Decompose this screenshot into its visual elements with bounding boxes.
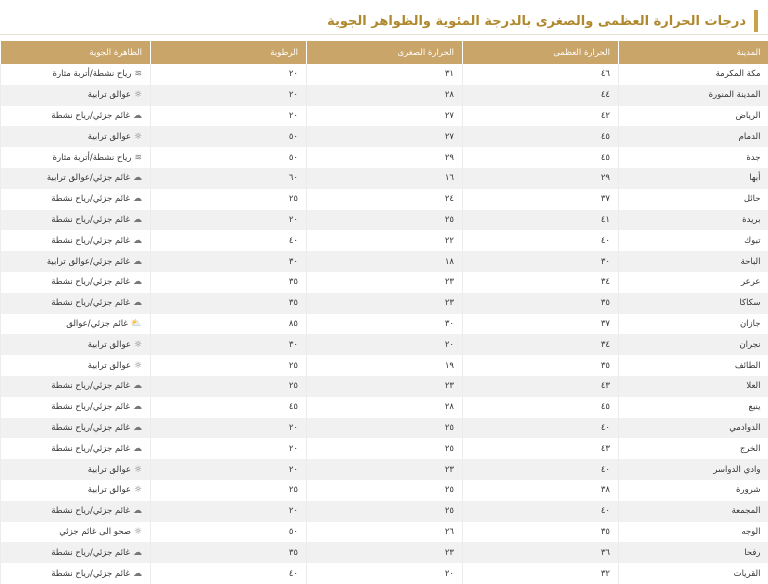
haze-sun-icon: ☼ — [134, 340, 142, 350]
humidity-cell: ٥٠ — [151, 522, 307, 543]
condition-cell — [1, 85, 151, 106]
min-temp-cell: ٢٩ — [307, 147, 463, 168]
condition-text: عوالق ترابية — [88, 485, 131, 495]
humidity-cell: ٢٠ — [151, 64, 307, 85]
city-cell: العلا — [619, 376, 768, 397]
city-cell: المدينة المنورة — [619, 85, 768, 106]
city-cell: نجران — [619, 334, 768, 355]
max-temp-cell: ٤٠ — [463, 501, 619, 522]
condition-text: غائم جزئي/رياح نشطة — [51, 548, 130, 558]
page-header — [0, 8, 758, 34]
city-cell: جدة — [619, 147, 768, 168]
max-temp-cell: ٣٥ — [463, 355, 619, 376]
page-title: درجات الحرارة العظمى والصغرى بالدرجة المئوية والظواهر الجوية — [327, 14, 746, 29]
city-cell: الباحة — [619, 251, 768, 272]
min-temp-cell: ٢٥ — [307, 438, 463, 459]
humidity-cell: ٢٠ — [151, 85, 307, 106]
condition-cell — [1, 230, 151, 251]
dust-wind-icon: ≋ — [134, 69, 142, 79]
city-cell: تبوك — [619, 230, 768, 251]
haze-sun-icon: ☼ — [134, 90, 142, 100]
table-row — [1, 251, 768, 272]
max-temp-cell: ٣٨ — [463, 480, 619, 501]
condition-cell — [1, 459, 151, 480]
table-row — [1, 501, 768, 522]
max-temp-cell: ٤٠ — [463, 459, 619, 480]
max-temp-cell: ٢٩ — [463, 168, 619, 189]
city-cell: الدمام — [619, 126, 768, 147]
condition-cell — [1, 334, 151, 355]
max-temp-cell: ٣٠ — [463, 251, 619, 272]
city-cell: سكاكا — [619, 293, 768, 314]
table-row — [1, 459, 768, 480]
min-temp-cell: ٢٨ — [307, 397, 463, 418]
table-row — [1, 272, 768, 293]
condition-text: غائم جزئي/رياح نشطة — [51, 402, 130, 412]
condition-text: عوالق ترابية — [88, 132, 131, 142]
condition-cell — [1, 147, 151, 168]
condition-text: غائم جزئي/رياح نشطة — [51, 298, 130, 308]
condition-text: غائم جزئي/رياح نشطة — [51, 215, 130, 225]
cloud-sun-icon: ⛅ — [131, 319, 142, 329]
condition-text: غائم جزئي/رياح نشطة — [51, 111, 130, 121]
humidity-cell: ٤٠ — [151, 563, 307, 584]
city-cell: شرورة — [619, 480, 768, 501]
min-temp-cell: ٢٧ — [307, 106, 463, 127]
max-temp-cell: ٣٥ — [463, 293, 619, 314]
weather-table — [0, 41, 768, 584]
cloud-wind-icon: ☁ — [133, 111, 142, 121]
city-cell: حائل — [619, 189, 768, 210]
table-row — [1, 126, 768, 147]
condition-cell — [1, 314, 151, 335]
condition-cell — [1, 168, 151, 189]
max-temp-cell: ٤٥ — [463, 126, 619, 147]
max-temp-cell: ٣٢ — [463, 563, 619, 584]
humidity-cell: ٣٥ — [151, 293, 307, 314]
min-temp-cell: ٢٦ — [307, 522, 463, 543]
condition-cell — [1, 189, 151, 210]
max-temp-cell: ٤٥ — [463, 147, 619, 168]
min-temp-cell: ٢٣ — [307, 272, 463, 293]
max-temp-cell: ٤٤ — [463, 85, 619, 106]
min-temp-cell: ٢٠ — [307, 334, 463, 355]
dust-wind-icon: ≋ — [134, 153, 142, 163]
table-row — [1, 106, 768, 127]
condition-text: غائم جزئي/رياح نشطة — [51, 194, 130, 204]
condition-text: غائم جزئي/عوالق — [66, 319, 128, 329]
condition-cell — [1, 563, 151, 584]
table-row — [1, 293, 768, 314]
min-temp-cell: ٢٧ — [307, 126, 463, 147]
humidity-cell: ٣٥ — [151, 272, 307, 293]
city-cell: الرياض — [619, 106, 768, 127]
city-cell: الدوادمي — [619, 418, 768, 439]
city-cell: الخرج — [619, 438, 768, 459]
humidity-cell: ٦٠ — [151, 168, 307, 189]
humidity-cell: ٢٠ — [151, 438, 307, 459]
table-row — [1, 355, 768, 376]
condition-cell — [1, 501, 151, 522]
condition-text: غائم جزئي/عوالق ترابية — [47, 257, 130, 267]
column-header-condition: الظاهرة الجوية — [1, 41, 151, 64]
cloud-haze-icon: ☁ — [133, 257, 142, 267]
min-temp-cell: ٢٣ — [307, 459, 463, 480]
humidity-cell: ٣٥ — [151, 542, 307, 563]
min-temp-cell: ٢٥ — [307, 501, 463, 522]
table-row — [1, 522, 768, 543]
min-temp-cell: ٢٣ — [307, 376, 463, 397]
max-temp-cell: ٣٥ — [463, 522, 619, 543]
condition-text: غائم جزئي/رياح نشطة — [51, 381, 130, 391]
condition-cell — [1, 126, 151, 147]
condition-cell — [1, 106, 151, 127]
min-temp-cell: ٢٢ — [307, 230, 463, 251]
city-cell: رفحا — [619, 542, 768, 563]
city-cell: عرعر — [619, 272, 768, 293]
table-row — [1, 376, 768, 397]
min-temp-cell: ٢٥ — [307, 210, 463, 231]
max-temp-cell: ٤٥ — [463, 397, 619, 418]
humidity-cell: ٤٠ — [151, 230, 307, 251]
condition-text: عوالق ترابية — [88, 90, 131, 100]
max-temp-cell: ٤٠ — [463, 230, 619, 251]
min-temp-cell: ٢٥ — [307, 418, 463, 439]
table-row — [1, 418, 768, 439]
max-temp-cell: ٤٣ — [463, 438, 619, 459]
min-temp-cell: ١٦ — [307, 168, 463, 189]
condition-text: غائم جزئي/رياح نشطة — [51, 277, 130, 287]
min-temp-cell: ٣١ — [307, 64, 463, 85]
cloud-wind-icon: ☁ — [133, 236, 142, 246]
table-row — [1, 147, 768, 168]
max-temp-cell: ٣٧ — [463, 189, 619, 210]
haze-sun-icon: ☼ — [134, 465, 142, 475]
condition-text: عوالق ترابية — [88, 340, 131, 350]
condition-text: صحو الى غائم جزئي — [59, 527, 131, 537]
cloud-wind-icon: ☁ — [133, 277, 142, 287]
cloud-wind-icon: ☁ — [133, 548, 142, 558]
humidity-cell: ٢٠ — [151, 106, 307, 127]
table-row — [1, 64, 768, 85]
condition-text: غائم جزئي/رياح نشطة — [51, 423, 130, 433]
max-temp-cell: ٤٣ — [463, 376, 619, 397]
sun-cloud-icon: ☼ — [134, 527, 142, 537]
condition-cell — [1, 397, 151, 418]
min-temp-cell: ٢٥ — [307, 480, 463, 501]
city-cell: جازان — [619, 314, 768, 335]
cloud-wind-icon: ☁ — [133, 215, 142, 225]
table-row — [1, 210, 768, 231]
humidity-cell: ٨٥ — [151, 314, 307, 335]
condition-cell — [1, 272, 151, 293]
humidity-cell: ٢٥ — [151, 355, 307, 376]
condition-text: غائم جزئي/رياح نشطة — [51, 506, 130, 516]
condition-text: غائم جزئي/رياح نشطة — [51, 236, 130, 246]
haze-sun-icon: ☼ — [134, 132, 142, 142]
humidity-cell: ٤٥ — [151, 397, 307, 418]
table-row — [1, 314, 768, 335]
condition-cell — [1, 210, 151, 231]
condition-cell — [1, 376, 151, 397]
min-temp-cell: ٢٣ — [307, 293, 463, 314]
humidity-cell: ٣٠ — [151, 251, 307, 272]
condition-text: عوالق ترابية — [88, 465, 131, 475]
cloud-wind-icon: ☁ — [133, 423, 142, 433]
humidity-cell: ٢٠ — [151, 501, 307, 522]
condition-cell — [1, 355, 151, 376]
table-row — [1, 563, 768, 584]
city-cell: ينبع — [619, 397, 768, 418]
title-divider — [0, 34, 768, 35]
haze-sun-icon: ☼ — [134, 361, 142, 371]
city-cell: الطائف — [619, 355, 768, 376]
min-temp-cell: ٢٨ — [307, 85, 463, 106]
city-cell: وادي الدواسر — [619, 459, 768, 480]
column-header-city: المدينة — [619, 41, 768, 64]
title-accent-bar — [754, 10, 758, 32]
condition-text: عوالق ترابية — [88, 361, 131, 371]
max-temp-cell: ٤٠ — [463, 418, 619, 439]
condition-cell — [1, 480, 151, 501]
min-temp-cell: ٢٠ — [307, 563, 463, 584]
condition-text: غائم جزئي/عوالق ترابية — [47, 173, 130, 183]
min-temp-cell: ٣٠ — [307, 314, 463, 335]
cloud-wind-icon: ☁ — [133, 402, 142, 412]
cloud-wind-icon: ☁ — [133, 298, 142, 308]
city-cell: مكة المكرمة — [619, 64, 768, 85]
city-cell: القريات — [619, 563, 768, 584]
humidity-cell: ٥٠ — [151, 126, 307, 147]
table-row — [1, 189, 768, 210]
column-header-humidity: الرطوبة — [151, 41, 307, 64]
city-cell: أبها — [619, 168, 768, 189]
min-temp-cell: ٢٤ — [307, 189, 463, 210]
condition-cell — [1, 418, 151, 439]
cloud-wind-icon: ☁ — [133, 381, 142, 391]
min-temp-cell: ١٩ — [307, 355, 463, 376]
haze-sun-icon: ☼ — [134, 485, 142, 495]
table-row — [1, 438, 768, 459]
condition-cell — [1, 64, 151, 85]
min-temp-cell: ٢٣ — [307, 542, 463, 563]
city-cell: المجمعة — [619, 501, 768, 522]
max-temp-cell: ٣٦ — [463, 542, 619, 563]
humidity-cell: ٥٠ — [151, 147, 307, 168]
city-cell: بريدة — [619, 210, 768, 231]
table-row — [1, 397, 768, 418]
condition-cell — [1, 542, 151, 563]
cloud-wind-icon: ☁ — [133, 569, 142, 579]
condition-cell — [1, 438, 151, 459]
condition-cell — [1, 293, 151, 314]
cloud-wind-icon: ☁ — [133, 444, 142, 454]
condition-text: رياح نشطة/أتربة مثارة — [53, 153, 132, 163]
humidity-cell: ٢٥ — [151, 376, 307, 397]
table-row — [1, 480, 768, 501]
cloud-haze-icon: ☁ — [133, 173, 142, 183]
cloud-wind-icon: ☁ — [133, 506, 142, 516]
max-temp-cell: ٤٢ — [463, 106, 619, 127]
column-header-min-temp: الحرارة الصغرى — [307, 41, 463, 64]
column-header-max-temp: الحرارة العظمى — [463, 41, 619, 64]
table-row — [1, 230, 768, 251]
table-header-row — [1, 41, 768, 64]
max-temp-cell: ٣٤ — [463, 334, 619, 355]
max-temp-cell: ٣٤ — [463, 272, 619, 293]
table-row — [1, 168, 768, 189]
table-row — [1, 85, 768, 106]
humidity-cell: ٣٠ — [151, 334, 307, 355]
humidity-cell: ٢٠ — [151, 459, 307, 480]
max-temp-cell: ٣٧ — [463, 314, 619, 335]
min-temp-cell: ١٨ — [307, 251, 463, 272]
humidity-cell: ٢٥ — [151, 480, 307, 501]
table-row — [1, 334, 768, 355]
humidity-cell: ٢٠ — [151, 210, 307, 231]
humidity-cell: ٢٠ — [151, 418, 307, 439]
city-cell: الوجه — [619, 522, 768, 543]
humidity-cell: ٢٥ — [151, 189, 307, 210]
condition-text: غائم جزئي/رياح نشطة — [51, 444, 130, 454]
condition-text: رياح نشطة/أتربة مثارة — [53, 69, 132, 79]
condition-cell — [1, 522, 151, 543]
max-temp-cell: ٤١ — [463, 210, 619, 231]
condition-text: غائم جزئي/رياح نشطة — [51, 569, 130, 579]
table-row — [1, 542, 768, 563]
cloud-wind-icon: ☁ — [133, 194, 142, 204]
condition-cell — [1, 251, 151, 272]
max-temp-cell: ٤٦ — [463, 64, 619, 85]
